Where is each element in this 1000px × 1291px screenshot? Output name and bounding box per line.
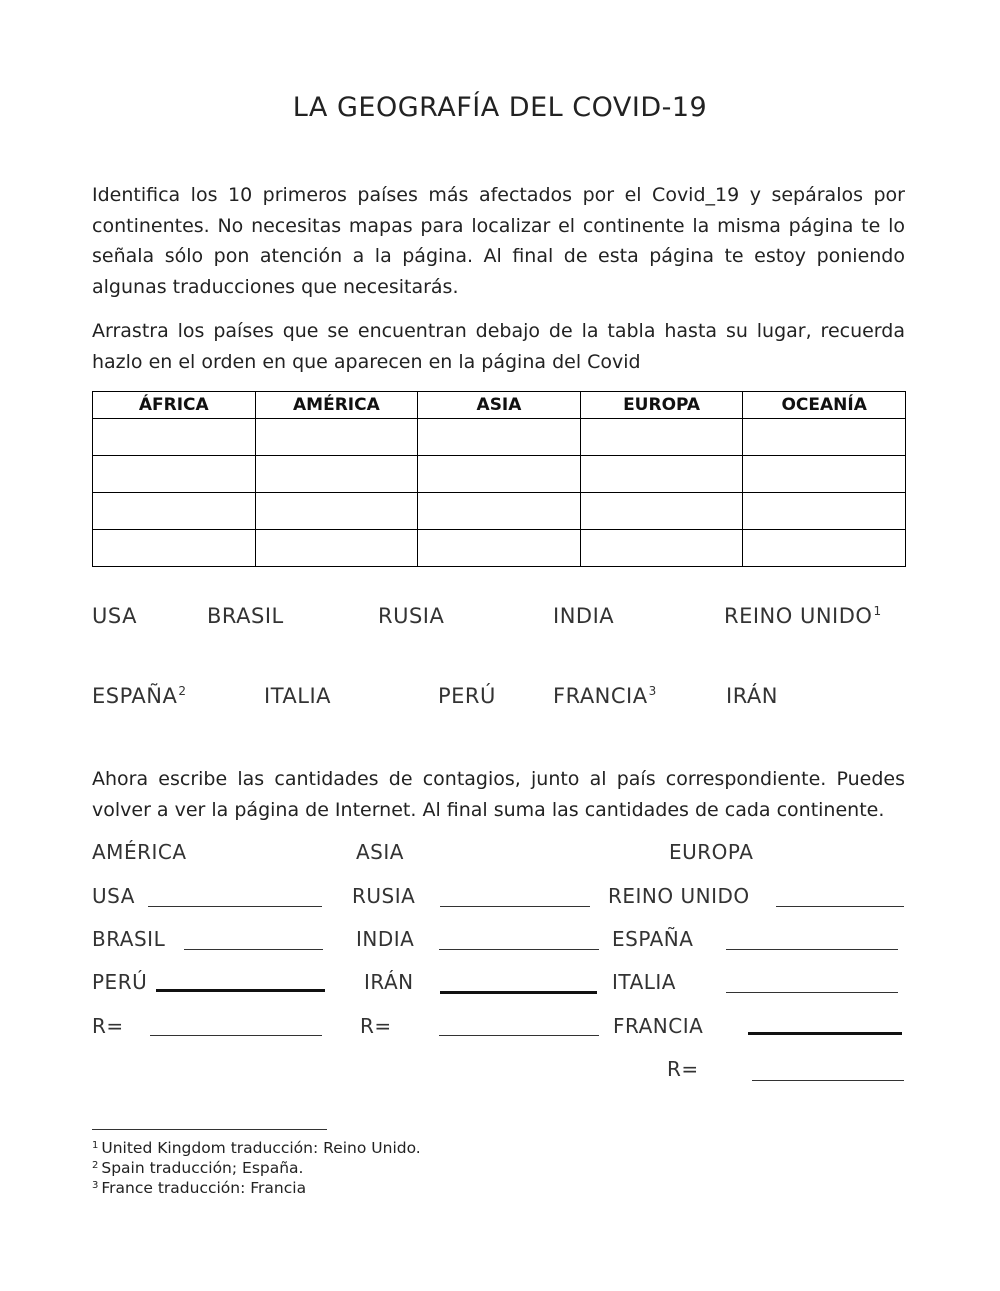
drop-cell-america-4[interactable] (255, 530, 418, 567)
answer-line-italia[interactable] (726, 992, 898, 993)
header-america: AMÉRICA (255, 392, 418, 419)
label-brasil: BRASIL (92, 927, 166, 951)
drop-cell-oceania-2[interactable] (743, 456, 906, 493)
heading-america: AMÉRICA (92, 840, 187, 864)
table-row (93, 493, 906, 530)
answer-line-total-europa[interactable] (752, 1080, 904, 1081)
label-total-america: R= (92, 1014, 124, 1038)
table-row (93, 456, 906, 493)
footnote-ref-2: 2 (178, 684, 187, 698)
header-europa: EUROPA (580, 392, 743, 419)
footnote-1 (92, 1139, 421, 1157)
label-reino-unido: REINO UNIDO (608, 884, 750, 908)
footnote-2 (92, 1159, 303, 1177)
drag-word-peru[interactable]: PERÚ (438, 684, 496, 708)
answer-line-peru[interactable] (156, 989, 325, 992)
table-row (93, 419, 906, 456)
answer-line-espana[interactable] (726, 949, 898, 950)
footnote-3-text: France traducción: Francia (101, 1179, 307, 1197)
answer-line-rusia[interactable] (440, 906, 590, 907)
drop-cell-asia-1[interactable] (418, 419, 581, 456)
heading-asia: ASIA (356, 840, 404, 864)
drop-cell-africa-4[interactable] (93, 530, 256, 567)
drag-word-reino-unido[interactable] (724, 604, 882, 628)
drop-cell-oceania-1[interactable] (743, 419, 906, 456)
header-oceania: OCEANÍA (743, 392, 906, 419)
drop-cell-africa-3[interactable] (93, 493, 256, 530)
header-asia: ASIA (418, 392, 581, 419)
drag-word-rusia[interactable]: RUSIA (378, 604, 445, 628)
footnote-1-text: United Kingdom traducción: Reino Unido. (101, 1139, 421, 1157)
label-india: INDIA (356, 927, 415, 951)
footnote-2-text: Spain traducción; España. (101, 1159, 304, 1177)
label-espana: ESPAÑA (612, 927, 694, 951)
instructions-paragraph-3: Ahora escribe las cantidades de contagios, junto al país correspondiente. Puedes volver a ver la página de Internet. Al final suma las cantidades de cada continente. (92, 768, 905, 821)
answer-line-india[interactable] (439, 949, 599, 950)
drop-cell-africa-2[interactable] (93, 456, 256, 493)
drag-word-espana[interactable] (92, 684, 187, 708)
drop-cell-asia-3[interactable] (418, 493, 581, 530)
drop-cell-europa-2[interactable] (580, 456, 743, 493)
drop-cell-america-2[interactable] (255, 456, 418, 493)
label-iran: IRÁN (364, 970, 414, 994)
drop-cell-america-1[interactable] (255, 419, 418, 456)
continents-table (92, 391, 906, 567)
drag-word-india[interactable]: INDIA (553, 604, 615, 628)
answer-line-iran[interactable] (440, 991, 597, 994)
drag-word-francia[interactable] (553, 684, 657, 708)
footnote-3 (92, 1179, 306, 1197)
drag-word-brasil[interactable]: BRASIL (207, 604, 284, 628)
drag-word-espana-label: ESPAÑA (92, 684, 178, 708)
label-italia: ITALIA (612, 970, 676, 994)
drop-cell-africa-1[interactable] (93, 419, 256, 456)
label-total-europa: R= (667, 1057, 699, 1081)
footnote-2-number: 2 (92, 1160, 99, 1171)
drop-cell-asia-4[interactable] (418, 530, 581, 567)
label-total-asia: R= (360, 1014, 392, 1038)
footnote-3-number: 3 (92, 1180, 99, 1191)
heading-europa: EUROPA (669, 840, 754, 864)
footnote-ref-3: 3 (648, 684, 657, 698)
drop-cell-oceania-4[interactable] (743, 530, 906, 567)
drop-cell-oceania-3[interactable] (743, 493, 906, 530)
drag-word-iran[interactable]: IRÁN (726, 684, 779, 708)
drop-cell-europa-3[interactable] (580, 493, 743, 530)
header-africa: ÁFRICA (93, 392, 256, 419)
drag-word-francia-label: FRANCIA (553, 684, 648, 708)
instructions-paragraph-1: Identifica los 10 primeros países más afectados por el Covid_19 y sepáralos por continentes. No necesitas mapas para localizar el continente la misma página te lo señala sólo pon atención a la página. Al final de esta página te estoy poniendo algunas traducciones que necesitarás. (92, 184, 905, 298)
drop-cell-america-3[interactable] (255, 493, 418, 530)
answer-line-francia[interactable] (748, 1032, 902, 1035)
drop-cell-europa-1[interactable] (580, 419, 743, 456)
footnote-ref-1: 1 (873, 604, 882, 618)
drag-word-usa[interactable]: USA (92, 604, 137, 628)
label-francia: FRANCIA (613, 1014, 704, 1038)
footnote-1-number: 1 (92, 1140, 99, 1151)
page-title: LA GEOGRAFÍA DEL COVID-19 (292, 92, 708, 123)
drop-cell-asia-2[interactable] (418, 456, 581, 493)
table-row (93, 530, 906, 567)
answer-line-usa[interactable] (148, 906, 322, 907)
drop-cell-europa-4[interactable] (580, 530, 743, 567)
drag-word-reino-unido-label: REINO UNIDO (724, 604, 873, 628)
label-peru: PERÚ (92, 970, 148, 994)
answer-line-brasil[interactable] (184, 949, 323, 950)
drag-word-italia[interactable]: ITALIA (264, 684, 332, 708)
footnote-divider (92, 1129, 327, 1130)
answer-line-reino-unido[interactable] (776, 906, 904, 907)
table-header-row (93, 392, 906, 419)
instructions-paragraph-2: Arrastra los países que se encuentran debajo de la tabla hasta su lugar, recuerda hazlo en el orden en que aparecen en la página del Covid (92, 320, 905, 373)
label-usa: USA (92, 884, 135, 908)
label-rusia: RUSIA (352, 884, 416, 908)
answer-line-total-asia[interactable] (439, 1035, 599, 1036)
answer-line-total-america[interactable] (150, 1035, 322, 1036)
